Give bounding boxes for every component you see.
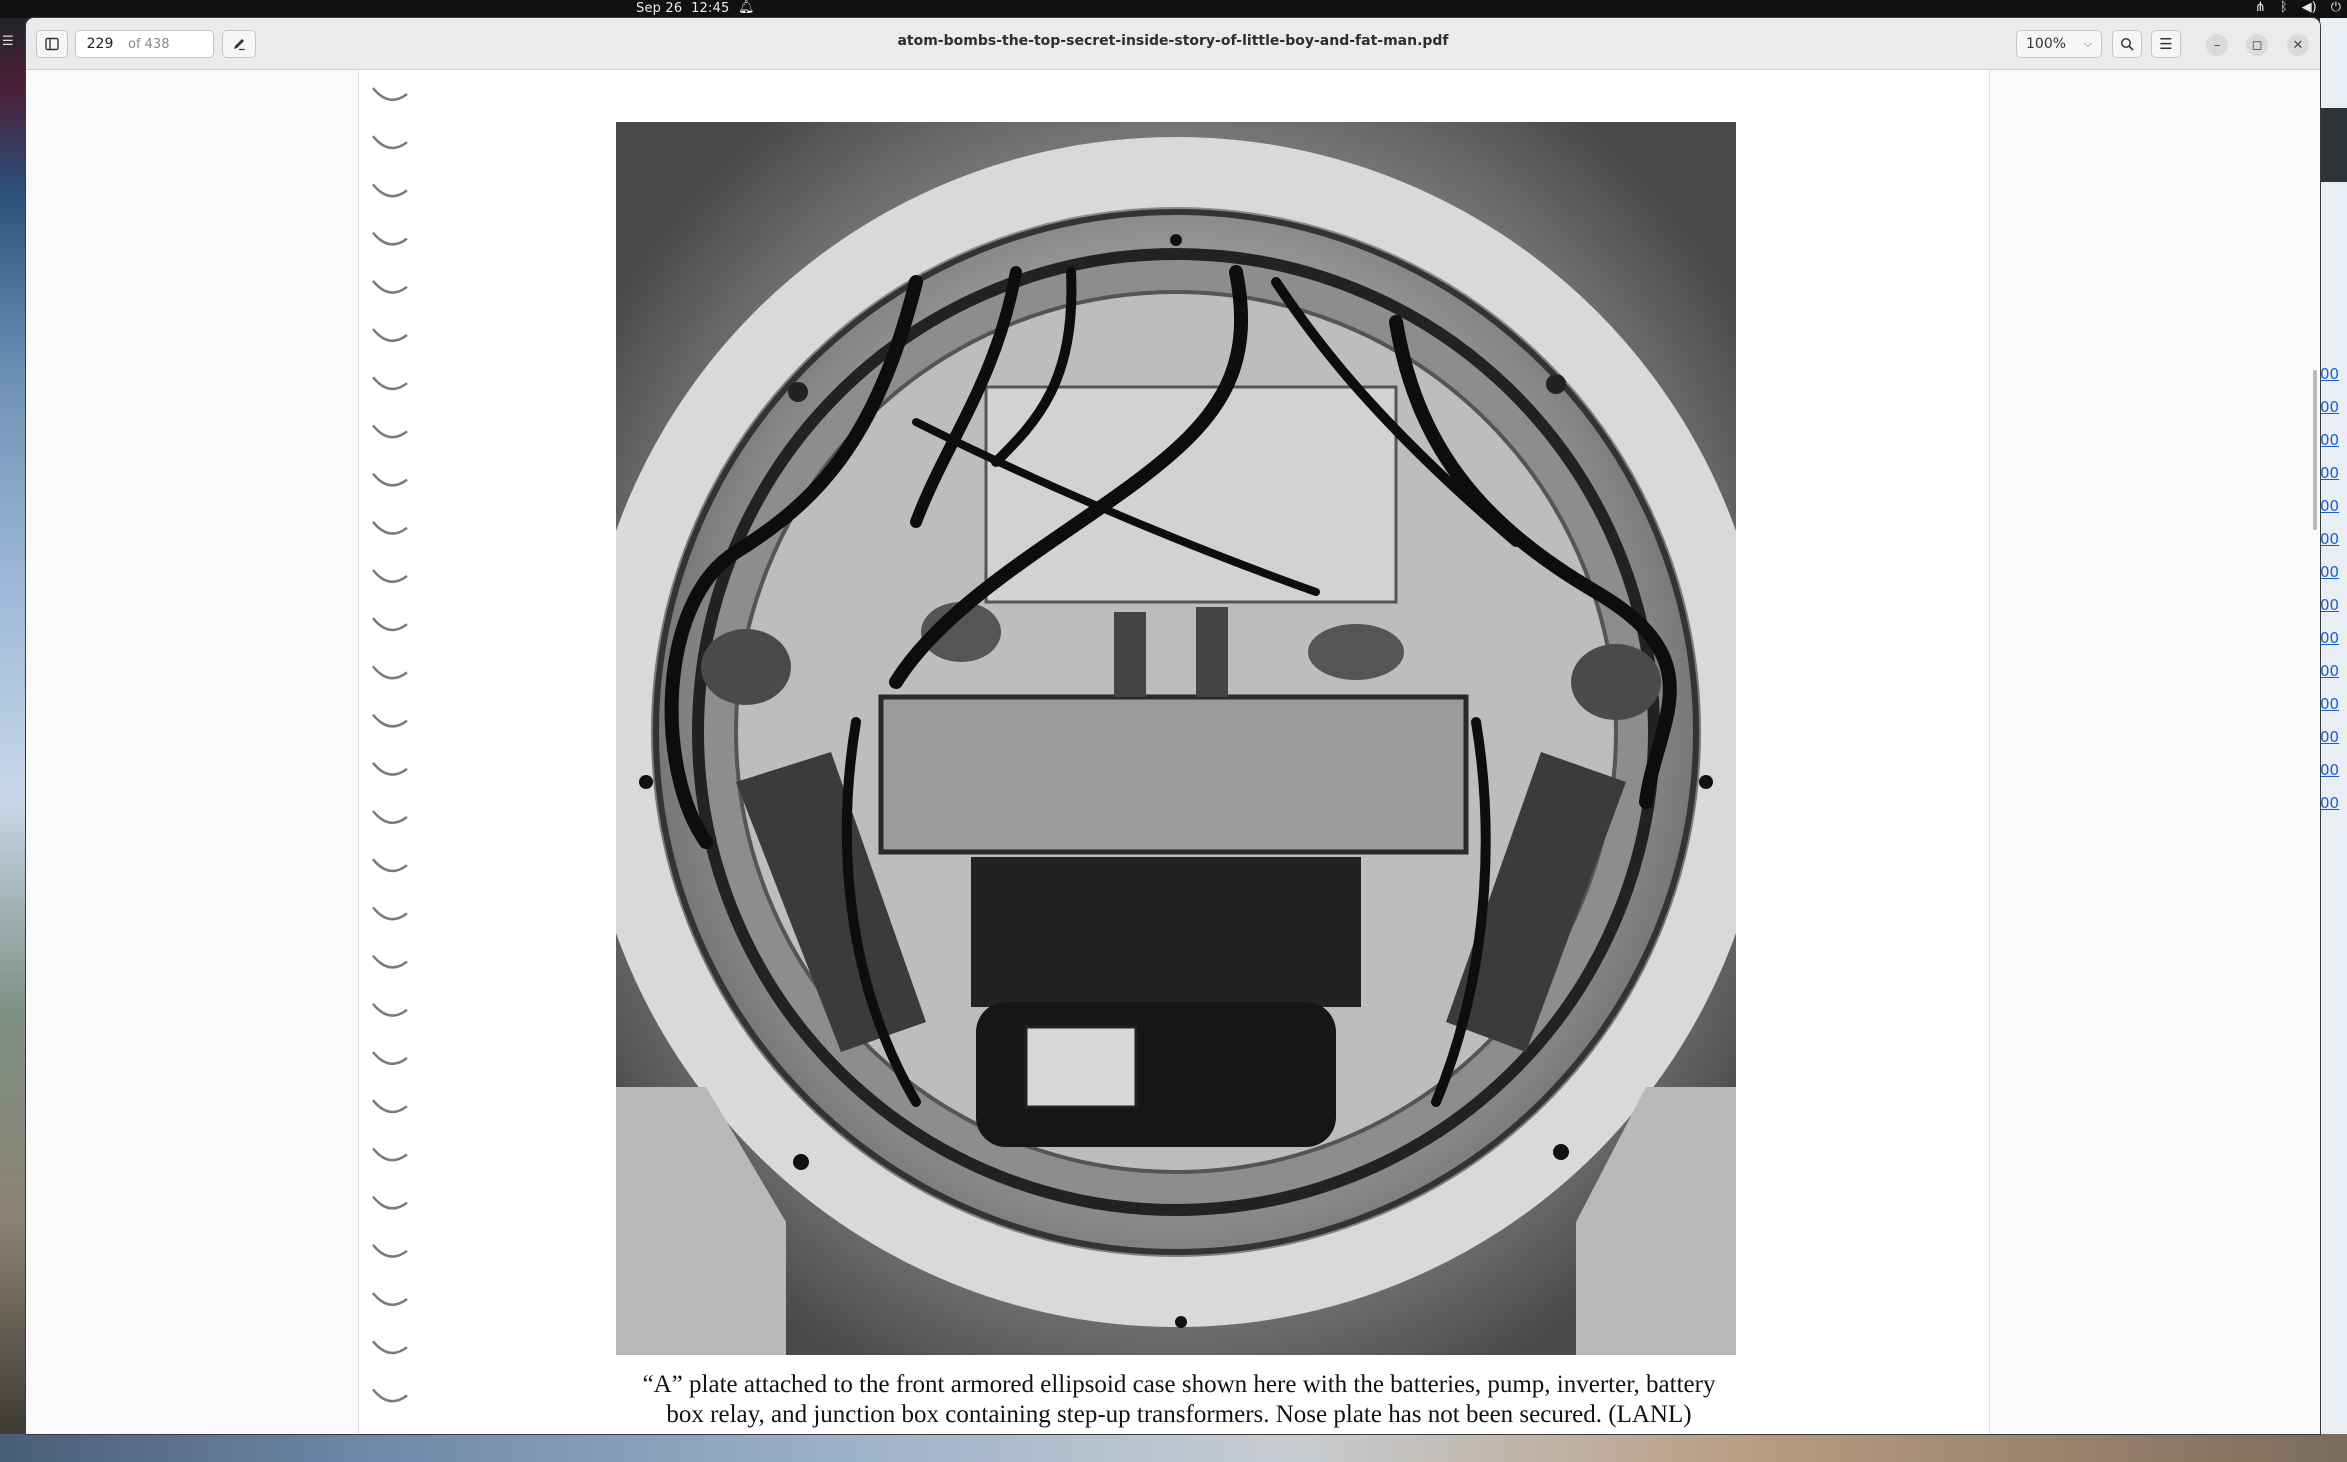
bomb-assembly-photo <box>616 122 1736 1355</box>
spiral-ring <box>373 329 407 341</box>
spiral-ring <box>373 1389 407 1401</box>
spiral-ring <box>373 281 407 293</box>
notification-bell-icon[interactable]: 🔔︎ <box>738 0 755 15</box>
document-viewport[interactable] <box>26 70 2320 1434</box>
page-photograph <box>616 122 1736 1355</box>
spiral-ring <box>373 666 407 678</box>
spiral-ring <box>373 907 407 919</box>
background-link[interactable]: 00 <box>2320 365 2340 383</box>
background-link[interactable]: 00 <box>2320 563 2340 581</box>
maximize-button[interactable] <box>2246 34 2268 56</box>
hamburger-menu-icon: ☰ <box>2159 35 2173 53</box>
background-window-left <box>0 18 26 1438</box>
background-link[interactable]: 00 <box>2320 695 2340 713</box>
background-panel <box>2320 108 2347 182</box>
spiral-ring <box>373 715 407 727</box>
spiral-ring <box>373 1052 407 1064</box>
spiral-ring <box>373 763 407 775</box>
main-menu-button[interactable] <box>2151 30 2181 58</box>
system-top-bar <box>0 0 2347 18</box>
background-link[interactable]: 00 <box>2320 761 2340 779</box>
minimize-icon: – <box>2213 37 2221 53</box>
chevron-down-icon: ⌵ <box>2083 37 2092 50</box>
background-link[interactable]: 00 <box>2320 431 2340 449</box>
spiral-ring <box>373 184 407 196</box>
spiral-ring <box>373 1004 407 1016</box>
spiral-ring <box>373 474 407 486</box>
clock-date: Sep 26 <box>636 1 683 16</box>
zoom-dropdown[interactable] <box>2016 30 2102 58</box>
spiral-ring <box>373 1293 407 1305</box>
background-link[interactable]: 00 <box>2320 794 2340 812</box>
background-link[interactable]: 00 <box>2320 596 2340 614</box>
spiral-ring <box>373 1100 407 1112</box>
spiral-ring <box>373 1245 407 1257</box>
hamburger-menu-icon[interactable]: ☰ <box>2 34 14 49</box>
caption-line-1: “A” plate attached to the front armored ellipsoid case shown here with the batteries, pump, inverter, battery <box>642 1371 1716 1398</box>
minimize-button[interactable] <box>2206 34 2228 56</box>
spiral-ring <box>373 1341 407 1353</box>
close-button[interactable] <box>2287 34 2309 56</box>
background-link[interactable]: 00 <box>2320 629 2340 647</box>
close-icon: ✕ <box>2292 37 2304 53</box>
background-link[interactable]: 00 <box>2320 464 2340 482</box>
system-tray[interactable] <box>2255 0 2341 15</box>
background-link[interactable]: 00 <box>2320 497 2340 515</box>
spiral-ring <box>373 570 407 582</box>
spiral-ring <box>373 425 407 437</box>
spiral-ring <box>373 1197 407 1209</box>
spiral-ring <box>373 233 407 245</box>
network-icon[interactable]: ⋔ <box>2254 0 2266 15</box>
search-button[interactable] <box>2112 30 2142 58</box>
pdf-viewer-window <box>26 18 2320 1434</box>
search-icon <box>2120 37 2134 51</box>
zoom-level: 100% <box>2026 36 2067 52</box>
spiral-ring <box>373 88 407 100</box>
background-link-list <box>2320 358 2347 820</box>
spiral-ring <box>373 1148 407 1160</box>
clock-time: 12:45 <box>691 1 730 16</box>
spiral-binding <box>371 70 411 1434</box>
figure-caption <box>509 1370 1849 1430</box>
background-link[interactable]: 00 <box>2320 530 2340 548</box>
vertical-scrollbar[interactable] <box>2313 370 2317 530</box>
desktop-wallpaper-strip <box>0 1434 2347 1462</box>
spiral-ring <box>373 522 407 534</box>
spiral-ring <box>373 377 407 389</box>
volume-icon[interactable]: ◀) <box>2301 0 2317 15</box>
spiral-ring <box>373 811 407 823</box>
background-link[interactable]: 00 <box>2320 728 2340 746</box>
spiral-ring <box>373 618 407 630</box>
header-bar <box>26 18 2320 70</box>
maximize-icon: ◻ <box>2251 37 2263 53</box>
spiral-ring <box>373 859 407 871</box>
background-window-right <box>2320 18 2347 1438</box>
spiral-ring <box>373 136 407 148</box>
bluetooth-icon[interactable]: ᛒ <box>2279 0 2288 15</box>
power-icon[interactable]: ⏻ <box>2330 0 2341 15</box>
document-title: atom-bombs-the-top-secret-inside-story-of-little-boy-and-fat-man.pdf <box>897 33 1449 49</box>
caption-line-2: box relay, and junction box containing step-up transformers. Nose plate has not been secured. (LANL) <box>666 1401 1692 1428</box>
spiral-ring <box>373 956 407 968</box>
clock[interactable] <box>636 1 730 16</box>
page-total-label: of 438 <box>128 36 170 52</box>
background-link[interactable]: 00 <box>2320 662 2340 680</box>
background-link[interactable]: 00 <box>2320 398 2340 416</box>
pdf-page <box>358 70 1990 1434</box>
